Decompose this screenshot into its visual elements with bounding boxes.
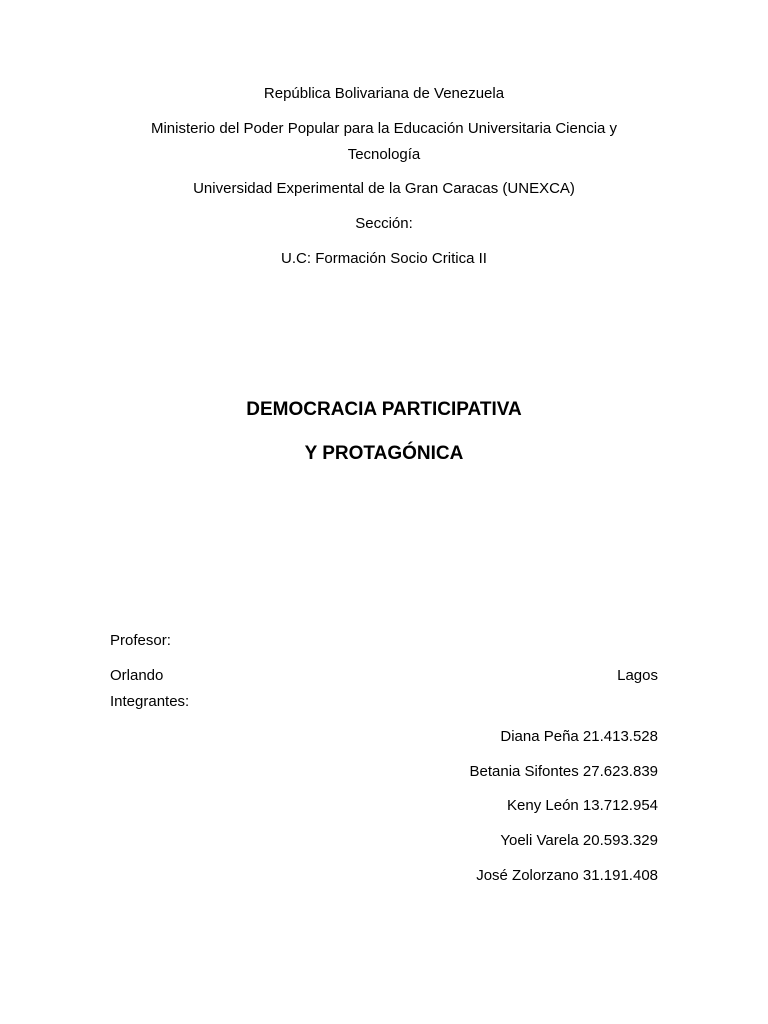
document-title-line2: Y PROTAGÓNICA [304, 443, 464, 464]
section-label: Sección: [355, 215, 413, 232]
course-label: U.C: Formación Socio Critica II [281, 250, 487, 267]
document-title-line1: DEMOCRACIA PARTICIPATIVA [246, 399, 522, 420]
ministry-heading-line2: Tecnología [347, 146, 421, 163]
member-item: Diana Peña 21.413.528 [500, 728, 658, 745]
member-item: José Zolorzano 31.191.408 [476, 867, 658, 884]
member-item: Betania Sifontes 27.623.839 [469, 763, 658, 780]
republic-heading: República Bolivariana de Venezuela [263, 85, 505, 102]
member-item: Keny León 13.712.954 [507, 797, 658, 814]
professor-first-name: Orlando [110, 667, 164, 684]
university-heading: Universidad Experimental de la Gran Caracas (UNEXCA) [193, 180, 575, 197]
professor-last-name: Lagos [617, 667, 658, 684]
member-item: Yoeli Varela 20.593.329 [500, 832, 658, 849]
members-label: Integrantes: [110, 693, 190, 710]
professor-label: Profesor: [110, 632, 171, 649]
ministry-heading-line1: Ministerio del Poder Popular para la Educación Universitaria Ciencia y [150, 120, 618, 137]
